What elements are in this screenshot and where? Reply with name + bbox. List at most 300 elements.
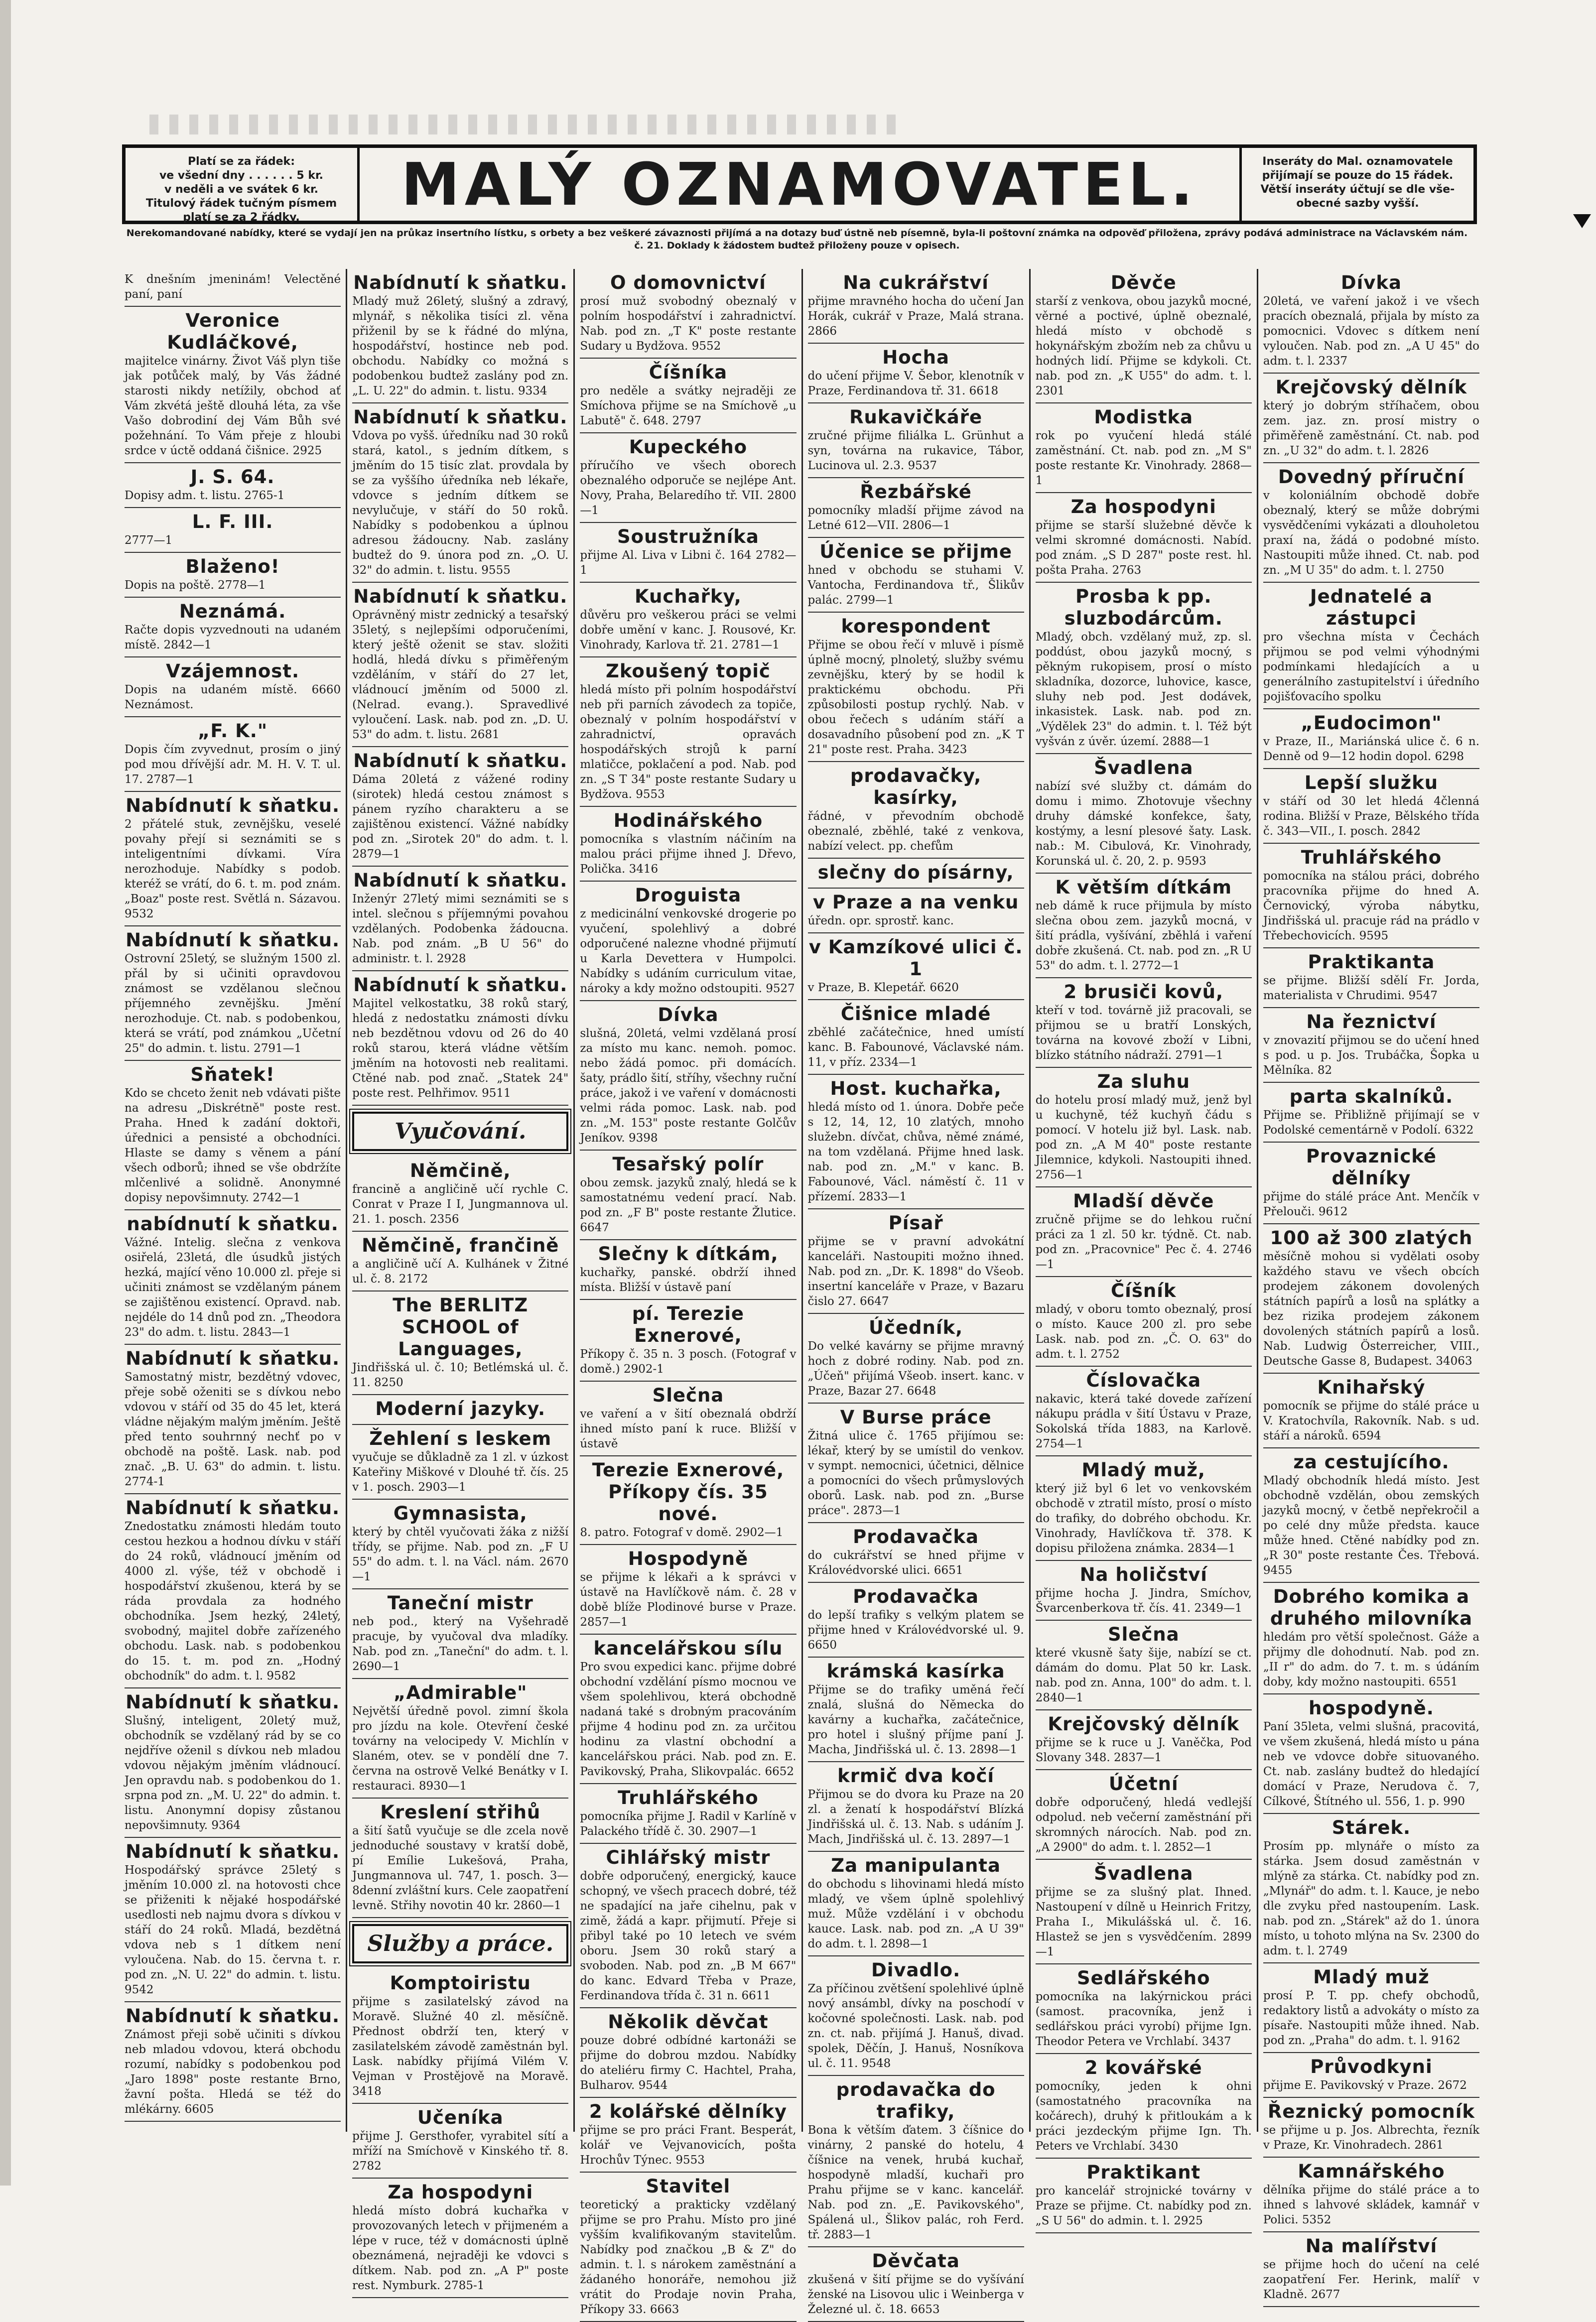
ad-text: 2 přátelé stuk, zevnějšku, veselé povahy přejí si seznámiti se s inteligentními dívkami. Víra nerozhoduje. Nabídky s podob. kteréž se vrátí, do 6. t. m. pod znám. „Boaz" poste rest. Světlá n. Sázavou. 9532 — [125, 818, 341, 920]
ad-text: přijme hocha J. Jindra, Smíchov, Švarcenberkova tř. čís. 41. 2349—1 — [1035, 1587, 1252, 1615]
ad-heading: Mladší děvče — [1073, 1190, 1214, 1212]
ad-text: teoretický a prakticky vzdělaný přijme se pro Prahu. Místo pro jiné vyšším kvalifikovaným stavitelům. Nabídky pod značkou „B & Z" do admin. t. l. s nárokem zaměstnání a žádaného honoráře, nemohou již vrátit do Prodaje novin Praha, Příkopy 33. 6663 — [580, 2198, 797, 2316]
classified-ad — [352, 1291, 568, 1395]
ad-text: vyučuje se důkladně za 1 zl. v úzkost Kateřiny Miškové v Dlouhé tř. čís. 25 v 1. posch. 2903—1 — [352, 1451, 569, 1494]
ad-text: Přijme se. Přibližně přijímají se v Podolské cementárně v Podolí. 6322 — [1263, 1109, 1480, 1137]
ad-text: do cukrářství se hned přijme v Královédvorské ulici. 6651 — [807, 1549, 1024, 1577]
column-3 — [575, 269, 802, 2316]
classified-ad — [580, 657, 796, 807]
page-title: MALÝ OZNAMOVATEL. — [401, 150, 1198, 219]
classified-ad — [808, 2247, 1024, 2322]
ad-text: do lepší trafiky s velkým platem se přijme hned v Královédvorské ul. 9. 6650 — [807, 1609, 1024, 1652]
ad-text: Oprávněný mistr zednický a tesařský 35letý, s nejlepšími odporučeními, který ještě oženit se stav. složiti hodlá, hledá dívku s přiměřeným vzděláním, v stáří do 27 let, vládnoucí jměním od 5000 zl. (Nelrad. evang.). Spravedlivé vyloučení. Lask. nab. pod zn. „D. U. 53" do adm. t. listu. 2681 — [352, 609, 569, 741]
ad-text: Za příčinou zvětšení spolehlivé úplně nový ansámbl, dívky na poschodí v kočovné společnosti. Lask. nab. pod zn. ct. nab. přijímá J. Hanuš, divad. spolek, Děčín, J. Hanuš, Nosníkova ul. č. 11. 9548 — [807, 1982, 1024, 2070]
ad-heading: Blaženo! — [185, 556, 280, 577]
ad-text: francině a angličině učí rychle C. Conrat v Praze I I, Jungmannova ul. 21. 1. posch. 2356 — [352, 1183, 569, 1226]
classified-ad — [1036, 874, 1252, 978]
ad-text: slušná, 20letá, velmi vzdělaná prosí za místo mu kanc. nemoh. pomoc. nebo žádá pomoc. při domácích. šaty, prádlo šití, stříhy, všechny ruční práce, jakož i ve vaření v domácnosti velmi ráda pomoc. Lask. nab. pod zn. „M. 153" poste restante Golčův Jeníkov. 9398 — [580, 1027, 797, 1145]
ad-text: zběhlé začátečnice, hned umístí kanc. B. Fabounové, Václavské nám. 11, v příz. 2334—1 — [807, 1026, 1024, 1069]
ad-text: 20letá, ve vaření jakož i ve všech pracích obeznalá, přijala by místo za pomocnici. Vdovec s dítkem není vyloučen. Nab. pod zn. „A U 45" do adm. t. l. 2337 — [1263, 295, 1480, 368]
classified-ad — [1036, 1860, 1252, 1964]
classified-ad — [352, 2179, 568, 2298]
ad-text: pomocník se přijme do stálé práce u V. Kratochvíla, Rakovník. Nab. s ud. stáří a nároků. 6594 — [1263, 1400, 1480, 1442]
ad-text: přijme se pro práci Frant. Besperát, kolář ve Vejvanovicích, pošta Hrochův Týnec. 9553 — [580, 2124, 797, 2167]
ad-heading: Droguista — [635, 885, 742, 906]
ad-text: pomocníka přijme J. Radil v Karlíně v Palackého třídě č. 30. 2907—1 — [580, 1810, 797, 1838]
classified-ad — [808, 344, 1024, 403]
ad-text: Račte dopis vyzvednouti na udaném místě. 2842—1 — [125, 624, 341, 651]
ad-heading: Komptoiristu — [390, 1972, 531, 1994]
ad-heading: Učeníka — [417, 2107, 504, 2128]
classified-ad — [125, 463, 341, 508]
ad-heading: slečny do písárny, — [817, 862, 1014, 883]
classified-ad — [352, 971, 568, 1106]
classified-ad — [1263, 948, 1479, 1008]
classified-ad — [580, 807, 796, 882]
ad-heading: Dívka — [658, 1004, 719, 1026]
classified-ad — [125, 269, 341, 307]
ad-heading: Host. kuchařka, — [830, 1078, 1002, 1099]
info-line: Inseráty do Mal. oznamovatele — [1262, 155, 1453, 168]
ad-text: Do velké kavárny se přijme mravný hoch z dobré rodiny. Nab. pod zn. „Účeň" přijímá Všeob. insert. kanc. v Praze, Bazar 27. 6648 — [807, 1340, 1024, 1398]
classified-ad — [1263, 769, 1479, 844]
ad-text: pro všechna místa v Čechách přijmou se pod velmi výhodnými podmínkami hledajících a u generálního zastupitelství i úředního pojišťovacího spolku — [1263, 631, 1480, 703]
ad-text: Přijmou se do dvora ku Praze na 20 zl. a ženatí k hospodářství Blízká Jindřišská ul. č. 13. Nab. s udáním J. Mach, Jindřišská ul. č. 13. 2897—1 — [807, 1788, 1024, 1846]
ad-heading: Za hospodyni — [1070, 496, 1216, 517]
classified-ad — [352, 583, 568, 747]
classified-ad — [1036, 978, 1252, 1068]
ad-heading: prodavačky, kasírky, — [850, 765, 982, 808]
info-line: přijímají se pouze do 15 řádek. — [1262, 169, 1454, 182]
ad-heading: Nabídnutí k sňatku. — [126, 1497, 340, 1519]
ad-heading: Kreslení střihů — [380, 1802, 541, 1823]
classified-ad — [580, 359, 796, 433]
classified-ad — [1263, 1143, 1479, 1224]
ad-heading: krmič dva kočí — [837, 1765, 995, 1787]
ad-heading: Slečna — [1107, 1624, 1180, 1645]
info-line: obecné sazby vyšší. — [1296, 197, 1419, 210]
ad-heading: v Praze a na venku — [812, 892, 1019, 913]
classified-ad — [352, 269, 568, 403]
ad-heading: Řeznický pomocník — [1267, 2101, 1475, 2122]
section-heading: Služby a práce. — [352, 1924, 568, 1963]
ad-text: nabízí své služby ct. dámám do domu i mimo. Zhotovuje všechny druhy dámské konfekce, šaty, kostýmy, a lesní plesové šaty. Lask. nab.: M. Cibulová, Kr. Vinohrady, Korunská ul. č. 20, 2. p. 9593 — [1035, 780, 1252, 868]
ad-text: Příkopy č. 35 n. 3 posch. (Fotograf v domě.) 2902-1 — [580, 1348, 797, 1376]
ad-heading: 2 brusiči kovů, — [1064, 981, 1223, 1003]
classified-ad — [580, 1784, 796, 1844]
ad-heading: Veronice Kudláčkové, — [167, 310, 298, 353]
ad-heading: Rukavičkáře — [849, 406, 983, 428]
ad-text: Jindřišská ul. č. 10; Betlémská ul. č. 11. 8250 — [352, 1361, 569, 1389]
classified-ad — [1263, 709, 1479, 769]
ad-text: Dopis na poště. 2778—1 — [125, 579, 266, 592]
ad-text: Hospodářský správce 25letý s jměním 10.000 zl. na hotovosti chce se přiženiti k nějaké hospodářské usedlosti neb najmu dvora s dívkou v stáří do 24 roků. Mladá, bezdětná vdova neb s 1 dítkem není vyloučena. Nab. do 15. června t. r. pod zn. „N. U. 22" do admin. t. listu. 9542 — [125, 1864, 341, 1996]
ad-heading: Knihařský — [1317, 1377, 1426, 1398]
ad-heading: Několik děvčat — [608, 2011, 769, 2033]
ad-text: Dáma 20letá z vážené rodiny (sirotek) hledá cestou známost s pánem ryzího charakteru a se zajištěnou existencí. Vážné nabídky pod zn. „Sirotek 20" do adm. t. l. 2879—1 — [352, 773, 569, 861]
ad-heading: Moderní jazyky. — [375, 1398, 546, 1419]
classified-ad — [125, 1494, 341, 1688]
faint-bleedthrough — [149, 115, 897, 134]
ad-heading: J. S. 64. — [190, 466, 275, 488]
classified-ad — [352, 1232, 568, 1291]
ad-heading: 2 kolářské dělníky — [589, 2101, 788, 2122]
ad-text: přijme se k ruce u J. Vaněčka, Pod Slovany 348. 2837—1 — [1035, 1736, 1252, 1764]
ad-text: který jo dobrým stříhačem, obou zem. jaz. zn. prosí mistry o přiměřeně zaměstnání. Ct. nab. pod zn. „U 32" do adm. t. l. 2826 — [1263, 399, 1480, 457]
classified-ad — [1036, 1187, 1252, 1277]
classified-ad — [352, 1679, 568, 1799]
ad-heading: Nabídnutí k sňatku. — [353, 750, 568, 772]
ad-text: Prosím pp. mlynáře o místo za stárka. Jsem dosud zaměstnán v mlýně za stárka. Ct. nabídky pod zn. „Mlynář" do adm. t. l. Kauce, je nebo dle zvyku před nastoupením. Lask. nab. pod zn. „Stárek" až do 1. února místo, u tohoto mlýna na Sv. 2300 do adm. t. l. 2749 — [1263, 1840, 1480, 1957]
classified-ad — [808, 1523, 1024, 1583]
classified-ad — [1263, 583, 1479, 709]
ad-heading: 2 kovářské — [1084, 2057, 1202, 2078]
ad-text: pomocníky mladší přijme závod na Letné 612—VII. 2806—1 — [807, 504, 1024, 532]
ad-heading: Prodavačka — [853, 1586, 979, 1607]
ad-heading: Taneční mistr — [387, 1592, 533, 1614]
ad-heading: Švadlena — [1094, 757, 1194, 778]
classified-ad — [808, 1583, 1024, 1658]
ad-text: Dopis na udaném místě. 6660 Neznámost. — [125, 683, 341, 711]
classified-ad — [352, 1589, 568, 1679]
classified-ad — [808, 269, 1024, 344]
classified-ad — [580, 1001, 796, 1151]
classified-ad — [125, 1210, 341, 1345]
ad-text: Známost přeji sobě učiniti s dívkou neb mladou vdovou, která obchodu rozumí, nabídky s podobenkou pod „Jaro 1898" poste restante Brno, žavní pošta. Hledá se též do mlékárny. 6605 — [125, 2028, 341, 2116]
ad-heading: The BERLITZ SCHOOL of Languages, — [393, 1294, 529, 1360]
ad-heading: Za hospodyni — [388, 2182, 533, 2203]
ad-heading: Číšník — [1111, 1280, 1177, 1301]
ad-heading: K větším dítkám — [1055, 877, 1232, 898]
ad-text: Vážné. Intelig. slečna z venkova osiřelá, 23letá, dle úsudků jistých hezká, mající věno 10.000 zl. přeje si učiniti známost se vzdělaným pánem se zajištěnou existencí. Opravd. nab. nejdéle do 14 dnů pod zn. „Theodora 23" do adm. t. listu. 2843—1 — [125, 1236, 341, 1339]
ad-text: které vkusně šaty šije, nabízí se ct. dámám do domu. Plat 50 kr. Lask. nab. pod zn. Anna, 100" do adm. t. l. 2840—1 — [1035, 1647, 1252, 1704]
ad-heading: Účedník, — [868, 1317, 963, 1338]
ad-heading: Za sluhu — [1097, 1071, 1190, 1092]
ad-heading: Dobrého komika a druhého milovníka — [1270, 1586, 1473, 1629]
ad-heading: Nabídnutí k sňatku. — [126, 929, 340, 951]
classified-ad — [1263, 1583, 1479, 1694]
ad-heading: Provaznické dělníky — [1306, 1146, 1437, 1189]
classified-ad — [352, 1157, 568, 1232]
ad-text: přijme mravného hocha do učení Jan Horák, cukrář v Praze, Malá strana. 2866 — [807, 295, 1024, 338]
ad-heading: prodavačka do trafiky, — [836, 2079, 996, 2122]
classified-ad — [125, 598, 341, 657]
info-box — [1239, 148, 1473, 221]
classified-ad — [1263, 2053, 1479, 2098]
ad-heading: nabídnutí k sňatku. — [127, 1213, 339, 1235]
ad-heading: Praktikanta — [1308, 951, 1435, 973]
ad-heading: Číšníka — [649, 362, 728, 383]
ad-text: přijme Al. Liva v Libni č. 164 2782—1 — [580, 549, 797, 577]
ad-text: 8. patro. Fotograf v domě. 2902—1 — [580, 1526, 784, 1539]
classified-ad — [352, 1425, 568, 1500]
ad-text: Majitel velkostatku, 38 roků starý, hledá z nedostatku známosti dívku neb bezdětnou vdovu od 26 do 40 roků starou, která vládne větším jměním na hotovosti neb realitami. Ctěné nab. pod znač. „Statek 24" poste rest. Pelhřimov. 9511 — [352, 997, 569, 1100]
ad-text: v znovazití přijmou se do učení hned s pod. u p. Jos. Trubáčka, Šopka u Mělníka. 82 — [1263, 1034, 1480, 1077]
page-edge — [0, 0, 11, 2186]
ad-text: ve vaření a v šití obeznalá obdrží ihned místo paní k ruce. Bližší v ústavě — [580, 1408, 797, 1450]
ad-text: kteří v tod. továrně již pracovali, se přijmou se u bratří Lonských, továrna na kovové zboží v Libni, blízko státního nádraží. 2791—1 — [1035, 1004, 1252, 1062]
classified-ad — [1263, 2232, 1479, 2307]
ad-text: mladý, v oboru tomto obeznalý, prosí o místo. Kauce 200 zl. pro sebe Lask. nab. pod zn. „Č. O. 63" do adm. t. l. 2752 — [1035, 1303, 1252, 1361]
classified-ad — [125, 657, 341, 717]
ad-text: Samostatný mistr, bezdětný vdovec, přeje sobě oženiti se s dívkou nebo vdovou v stáří od 35 do 45 let, která vládne nějakým malým jměním. Ještě před tento souhrnný nechť po v obchodě na poště. Lask. nab. pod znač. „B. U. 63" do admin. t. listu. 2774-1 — [125, 1371, 341, 1488]
ad-text: hned v obchodu se stuhami V. Vantocha, Ferdinandova tř., Šlikův palác. 2799—1 — [807, 564, 1024, 607]
classified-ad — [352, 1969, 568, 2104]
ad-text: se přijme k lékaři a k správci v ústavě na Havlíčkově nám. č. 28 v době blíže Plodinové burse v Praze. 2857—1 — [580, 1571, 797, 1629]
ad-text: Dopis čím zvyvednut, prosím o jiný pod mou dřívější adr. M. H. V. T. ul. 17. 2787—1 — [125, 743, 341, 786]
ad-text: pomocníka s vlastním náčiním na malou práci přijme ihned J. Dřevo, Polička. 3416 — [580, 833, 797, 876]
ad-heading: Hocha — [882, 347, 949, 368]
ad-heading: Děvče — [1110, 272, 1177, 293]
price-line: platí se za 2 řádky. — [183, 211, 300, 224]
classified-ad — [1036, 2159, 1252, 2233]
ad-heading: Cihlářský mistr — [606, 1847, 771, 1868]
classified-ad — [1263, 1374, 1479, 1448]
classified-ad — [808, 1658, 1024, 1762]
classified-ad — [808, 403, 1024, 478]
ad-text: řádné, v převodním obchodě obeznalé, zběhlé, také z venkova, nabízí velect. pp. chefům — [807, 810, 1024, 853]
column-5 — [1031, 269, 1258, 2227]
classified-ad — [808, 1209, 1024, 1314]
ad-text: přijme se v pravní advokátní kanceláři. Nastoupiti možno ihned. Nab. pod zn. „Dr. K. 1898" do Všeob. insertní kanceláře v Praze, v Bazaru čislo 27. 6647 — [807, 1235, 1024, 1308]
ad-text: K dnešním jmeninám! Velectěné paní, paní — [125, 273, 341, 301]
classified-ad — [1263, 1694, 1479, 1814]
classified-ad — [808, 1762, 1024, 1852]
ad-heading: Nabídnutí k sňatku. — [353, 406, 568, 428]
price-line: Platí se za řádek: — [187, 155, 295, 168]
classified-ad — [1263, 1008, 1479, 1083]
ad-text: hledá místo při polním hospodářství neb při parních závodech za topiče, obeznalý v polním hospodářství v zahradnictví, opravách hospodářských strojů k parní mlatičce, poklačení a pod. Nab. pod zn. „S T 34" poste restante Sudary u Bydžova. 9553 — [580, 683, 797, 801]
ad-text: Dopisy adm. t. listu. 2765-1 — [125, 489, 285, 502]
ad-heading: Prosba k pp. sluzbodárcům. — [1064, 586, 1223, 629]
classified-ad — [808, 859, 1024, 889]
ad-heading: Kamnářského — [1298, 2161, 1445, 2182]
ad-heading: Nabídnutí k sňatku. — [126, 1691, 340, 1713]
classified-ad — [580, 882, 796, 1001]
ad-text: Největší úředně povol. zimní škola pro jízdu na kole. Otevření české továrny na velocipedy V. Michlín v Slaném, otev. se v pondělí dne 7. června na ostrově Velké Benátky v I. restauraci. 8930—1 — [352, 1705, 569, 1793]
ad-heading: Neznámá. — [179, 601, 286, 622]
classified-ad — [580, 433, 796, 523]
ad-heading: „Admirable" — [394, 1682, 528, 1703]
ad-text: v stáří od 30 let hledá 4členná rodina. Bližší v Praze, Bělského třída č. 343—VII., I. posch. 2842 — [1263, 795, 1480, 838]
classified-ad — [580, 1300, 796, 1382]
ad-text: zkušená v šití přijme se do vyšívání ženské na Lisovou ulic i Weinberga v Železné ul. č. 18. 6653 — [807, 2273, 1024, 2316]
classified-ad — [808, 1852, 1024, 1956]
ad-heading: hospodyně. — [1309, 1697, 1434, 1719]
classified-ad — [125, 717, 341, 792]
ad-heading: Soustružníka — [617, 526, 759, 547]
ad-text: pro kancelář strojnické továrny v Praze se přijme. Ct. nabídky pod zn. „S U 56" do admin. t. l. 2925 — [1035, 2185, 1252, 2227]
ad-heading: Na cukrářství — [843, 272, 989, 293]
ad-heading: Mladý muž, — [1081, 1459, 1205, 1481]
ad-text: Přijme se do trafiky uměná řečí znalá, slušná do Německa do kavárny a kuchařka, začátečnice, pro hotel i slušný příjme paní J. Macha, Jindřišská ul. č. 13. 2898—1 — [807, 1683, 1024, 1756]
classified-ad — [808, 762, 1024, 859]
ad-text: pomocníka na stálou práci, dobrého pracovníka přijme do hned A. Černovický, výroba nábytku, Jindřišská ul. pracuje rád na prádlo v Třebechovicích. 9595 — [1263, 870, 1480, 942]
classified-ad — [580, 269, 796, 359]
ad-heading: Účenice se přijme — [819, 541, 1012, 562]
classified-ad — [808, 613, 1024, 762]
ad-heading: Tesařský polír — [612, 1154, 764, 1175]
classified-ad — [580, 2173, 796, 2322]
ad-text: v Praze, B. Klepetář. 6620 — [807, 981, 959, 994]
ad-text: který by chtěl vyučovati žáka z nižší třídy, se přijme. Nab. pod zn. „F U 55" do adm. t. l. na Václ. nám. 2670—1 — [352, 1526, 569, 1583]
classified-ad — [1263, 1083, 1479, 1143]
ad-text: pomocníky, jeden k ohni (samostatného pracovníka na kočárech), druhý k přitloukám a k práci jezdeckým přijme Ign. Th. Peters ve Vrchlabí. 3430 — [1035, 2080, 1252, 2153]
ad-heading: Nabídnutí k sňatku. — [126, 1841, 340, 1862]
ad-heading: Truhlářského — [618, 1787, 759, 1808]
classified-ad — [1263, 2098, 1479, 2158]
classified-ad — [125, 792, 341, 926]
ad-text: se přijme hoch do učení na celé zaopatření Fer. Herink, malíř v Kladně. 2677 — [1263, 2258, 1480, 2301]
ad-text: hledá místo od 1. února. Dobře peče s 12, 14, 12, 10 zlatých, mnoho služebn. dívčat, chůva, němé známé, na tom vzdělaná. Přijme hned lask. nab. pod zn. „M." v kanc. B. Fabounové, Václ. náměstí č. 11 v přízemí. 2833—1 — [807, 1101, 1024, 1203]
ad-text: prosí muž svobodný obeznalý v polním hospodářství i zahradnictví. Nab. pod zn. „T K" poste restante Sudary u Bydžova. 9552 — [580, 295, 797, 353]
classified-ad — [1036, 1277, 1252, 1367]
ad-heading: Modistka — [1094, 406, 1194, 428]
ad-text: Přijme se obou řečí v mluvě i písmě úplně mocný, plnoletý, služby svému zevnějšku, který by se hodil k praktickému obchodu. Při způsobilosti postup rychlý. Nab. v obou řečech s udáním stáří a dosavadního působení pod zn. „K T 21" poste rest. Praha. 3423 — [807, 639, 1024, 756]
classified-ad — [808, 478, 1024, 538]
ad-heading: Nabídnutí k sňatku. — [126, 1348, 340, 1369]
ad-text: zručné přijme filiálka L. Grünhut a syn, továrna na rukavice, Tábor, Lucinova ul. 2.3. 9537 — [807, 429, 1024, 472]
classified-ad — [1263, 374, 1479, 463]
ad-heading: Němčině, frančině — [362, 1235, 559, 1256]
ad-heading: Na holičství — [1079, 1564, 1207, 1585]
ad-text: a šití šatů vyučuje se dle zcela nově jednoduché soustavy v kratší době, pí Emílie Lukešová, Praha, Jungmannova ul. 747, 1. posch. 3—8denní zvláštní kurs. Cele zaopatření levně. Střihy novotin 40 kr. 2860—1 — [352, 1824, 569, 1912]
ad-text: z medicinální venkovské drogerie po vyučení, spolehlivý a dobré odporučené nalezne vhodné přijmutí u Karla Devettera v Humpolci. Nabídky s udáním curriculum vitae, nároky a kdy možno odstoupiti. 9527 — [580, 907, 797, 995]
column-6 — [1258, 269, 1484, 2301]
classified-ad — [808, 2076, 1024, 2247]
classified-ad — [808, 1314, 1024, 1404]
ad-text: hledá místo dobrá kuchařka v provozovaných letech v přijmeném a lépe v ruce, též v domácnosti úplně obeznámená, nejraději ke vdovci s dítkem. Nab. pod zn. „A P" poste rest. Nymburk. 2785-1 — [352, 2204, 569, 2292]
ad-heading: Účetní — [1108, 1773, 1179, 1795]
classified-ad — [580, 1456, 796, 1545]
ad-text: příručího ve všech oborech obeznalého odporuče se nejlépe Ant. Novy, Praha, Belaredího tř. VII. 2800—1 — [580, 459, 797, 517]
ad-heading: Dívka — [1340, 272, 1402, 293]
ad-heading: Kuchařky, — [635, 586, 742, 607]
ad-heading: V Burse práce — [840, 1407, 992, 1428]
classified-ad — [125, 1061, 341, 1210]
ad-heading: Písař — [888, 1212, 943, 1234]
ad-text: Znedostatku známosti hledám touto cestou hezkou a hodnou dívku v stáří do 24 roků, vládnoucí jměním od 4000 zl. výše, též v obchodě i hospodářství zkušenou, která by se ráda provdala za hodného obchodníka. Jsem hezký, 24letý, svobodný, majitel dobře zařízeného obchodu. Lask. nab. s podobenkou do 15. t. m. pod zn. „Hodný obchodník" do adm. t. l. 9582 — [125, 1520, 341, 1682]
classified-ad — [1036, 493, 1252, 583]
column-1 — [120, 269, 347, 2132]
notice-line: Nerekomandované nabídky, které se vydají jen na průkaz insertního lístku, s orbety a bez veškeré závaznosti přijímá a na dotazy buď ústně neb písemně, byla-li poštovní známka na odpověď přiložena, zprávy podává administrace na Václavském nám. č. 21. Doklady k žádostem budtež přiloženy pouze v opisech. — [126, 228, 1468, 251]
ad-heading: Děvčata — [872, 2250, 960, 2272]
ad-heading: Stárek. — [1331, 1817, 1411, 1838]
classified-ad — [1263, 844, 1479, 948]
ad-text: 2777—1 — [125, 534, 173, 547]
ad-heading: Krejčovský dělník — [1048, 1713, 1240, 1735]
ad-columns — [120, 269, 1484, 2316]
ad-text: obou zemsk. jazyků znalý, hledá se k samostatnému vedení prací. Nab. pod zn. „F B" poste restante Žlutice. 6647 — [580, 1176, 797, 1234]
ad-text: do hotelu prosí mladý muž, jenž byl u kuchyně, též kuchyň čádu s pomocí. V hotelu již byl. Lask. nab. pod zn. „A M 40" poste restante Jilemnice, kdykoli. Nastoupiti ihned. 2756—1 — [1035, 1094, 1252, 1181]
ad-heading: Jednatelé a zástupci — [1310, 586, 1433, 629]
classified-ad — [352, 1799, 568, 1918]
classified-ad — [808, 1404, 1024, 1523]
classified-ad — [1036, 1770, 1252, 1860]
classified-ad — [1263, 2158, 1479, 2232]
ad-text: neb dámě k ruce přijmula by místo slečna obou zem. jazyků mocná, v šití prádla, vyšívání, zběhlá i vaření dobře zkušená. Ct. nab. pod zn. „R U 53" do adm. t. l. 2772—1 — [1035, 900, 1252, 972]
classified-ad — [808, 1000, 1024, 1075]
ad-heading: „Eudocimon" — [1301, 712, 1442, 734]
info-line: Větší inseráty účtují se dle vše- — [1260, 183, 1455, 196]
ad-heading: Švadlena — [1094, 1863, 1194, 1884]
ad-heading: Kupeckého — [629, 436, 748, 458]
ad-heading: Nabídnutí k sňatku. — [126, 795, 340, 816]
ad-heading: Slečny k dítkám, — [598, 1243, 779, 1265]
ad-text: v koloniálním obchodě dobře obeznalý, který se může dobrými vysvědčeními vykázati a dlouholetou praxí na, žádá o podobné místo. Nastoupiti může ihned. Ct. nab. pod zn. „M U 35" do adm. t. l. 2750 — [1263, 489, 1480, 577]
ad-heading: Mladý muž — [1313, 1966, 1430, 1988]
classified-ad — [1036, 1621, 1252, 1710]
ad-text: do učení přijme V. Šebor, klenotník v Praze, Ferdinandova tř. 31. 6618 — [807, 370, 1024, 397]
column-2 — [347, 269, 575, 2292]
ad-heading: pí. Terezie Exnerové, — [632, 1303, 745, 1346]
ad-heading: Na malířství — [1305, 2235, 1438, 2257]
ad-heading: Průvodkyni — [1310, 2056, 1433, 2077]
classified-ad — [352, 403, 568, 583]
ad-text: Mladý obchodník hledá místo. Jest obchodně vzdělán, obou zemských jazyků mocný, v četbě nepřekročil a po celé dny může předsta. kauce může hned. Ctěné nabídky pod zn. „R 30" poste restante Čes. Třebová. 9455 — [1263, 1474, 1480, 1577]
classified-ad — [580, 1635, 796, 1784]
price-line: v neděli a ve svátek 6 kr. — [164, 183, 319, 196]
classified-ad — [125, 1688, 341, 1838]
ad-heading: Nabídnutí k sňatku. — [353, 586, 568, 607]
ad-heading: Vzájemnost. — [166, 660, 300, 682]
ad-text: Paní 35leta, velmi slušná, pracovitá, ve všem zkušená, hledá místo u pána neb ve vdovce dobře situovaného. Ct. nab. zaslány budtež do hledající domácí v Praze, Nerudova č. 7, Cílkové, Štítného ul. 556, 1. p. 990 — [1263, 1720, 1480, 1808]
ad-heading: Za manipulanta — [831, 1855, 1001, 1876]
ad-heading: Nabídnutí k sňatku. — [126, 2005, 340, 2027]
ad-heading: O domovnictví — [610, 272, 766, 293]
classified-ad — [580, 1151, 796, 1240]
ad-text: Žitná ulice č. 1765 přijímou se: lékař, který by se umístil do venkov. v sympt. nemocnici, účetnici, dělnice a pomocníci do všech průmyslových oborů. Lask. nab. pod zn. „Burse práce". 2873—1 — [807, 1429, 1024, 1517]
price-line: Titulový řádek tučným písmem — [145, 197, 337, 210]
ad-text: v Praze, II., Mariánská ulice č. 6 n. Denně od 9—12 hodin dopol. 6298 — [1263, 735, 1480, 763]
ad-text: Kdo se chceto ženit neb vdávati pište na adresu „Diskrétně" poste rest. Praha. Hned k zadání doktoři, úřednici a pensisté a obchodníci. Hlaste se damy s věnem a pání všech odborů; ihned se vše obdržíte mlčenlivé a solidně. Anonymné dopisy nepovšimnuty. 2742—1 — [125, 1087, 341, 1204]
price-box — [126, 148, 360, 224]
ad-heading: Stavitel — [646, 2176, 731, 2197]
ad-text: přijme se za slušný plat. Ihned. Nastoupení v dílně u Heinrich Fritzy, Praha I., Mikulášská ul. č. 16. Hlastež se jen s vysvědčením. 2899—1 — [1035, 1886, 1252, 1958]
classified-ad — [580, 583, 796, 657]
ad-heading: Nabídnutí k sňatku. — [353, 272, 568, 293]
classified-ad — [580, 2098, 796, 2173]
ad-heading: Hodinářského — [613, 810, 763, 831]
classified-ad — [125, 553, 341, 598]
section-heading: Vyučování. — [352, 1112, 568, 1151]
ad-heading: Na řeznictví — [1306, 1011, 1437, 1032]
ad-text: zručně přijme se do lehkou ruční práci za 1 zl. 50 kr. týdně. Ct. nab. pod zn. „Pracovnice" Pec č. 4. 2746—1 — [1035, 1213, 1252, 1271]
classified-ad — [808, 1075, 1024, 1209]
ad-text: Vdova po vyšš. úředníku nad 30 roků stará, katol., s jedním dítkem, s jměním do 15 tisíc zlat. provdala by se za vyššího úředníka neb lékaře, vdovce s jedním dítkem se nevylučuje, v stáří do 50 roků. Nabídky s podobenkou a úplnou adresou žádoucny. Nab. zaslány budtež do 9. února pod zn. „O. U. 32" do admin. t. listu. 9555 — [352, 429, 569, 577]
ad-text: a angličině učí A. Kulhánek v Žitné ul. č. 8. 2172 — [352, 1258, 569, 1286]
classified-ad — [125, 1345, 341, 1494]
ad-text: prosí P. T. pp. chefy obchodů, redaktory listů a advokáty o místo za písaře. Nastoupiti může ihned. Nab. pod zn. „Praha" do adm. t. l. 9162 — [1263, 1989, 1480, 2047]
ad-text: důvěru pro veškerou práci se velmi dobře umění v kanc. J. Rousové, Kr. Vinohrady, Karlova tř. 21. 2781—1 — [580, 609, 797, 651]
ad-heading: „F. K." — [198, 720, 268, 742]
ad-text: pomocníka na lakýrnickou práci (samost. pracovníka, jenž i sedlářskou práci vyrobí) přijme Ign. Theodor Petera ve Vrchlabí. 3437 — [1035, 1990, 1252, 2048]
ad-text: dobře odporučený, energický, kauce schopný, ve všech pracech dobré, též ne spadající na jaře cihelnu, pak v zimě, žádá a kapr. přijmutí. Přeje si přibyl také po 10 letech ve svém oboru. Jsem 30 roků starý a svoboden. Nab. pod zn. „B M 667" do kanc. Edvard Třeba v Praze, Ferdinandova třída č. 31 n. 6611 — [580, 1870, 797, 2002]
classified-ad — [1036, 2054, 1252, 2159]
ad-text: nakavic, která také dovede zařízení nákupu prádla v šití Ústavu v Praze, Sokolská třída 1883, na Karlově. 2754—1 — [1035, 1393, 1252, 1450]
ad-heading: krámská kasírka — [826, 1661, 1005, 1682]
ad-heading: Číslovačka — [1086, 1370, 1201, 1391]
ad-heading: Prodavačka — [853, 1526, 979, 1548]
classified-ad — [125, 1838, 341, 2002]
classified-ad — [352, 867, 568, 971]
classified-ad — [580, 523, 796, 583]
classified-ad — [125, 926, 341, 1061]
ad-text: majitelce vinárny. Život Váš plyn tiše jak potůček malý, by Vás žádné starosti nikdy netížily, obchod ať Vám zkvétá ještě dlouhá léta, za vše Vašo dobrodiní dej Vám Bůh své požehnání. To Vám přeje z hloubi srdce v úctě oddaná čišnice. 2925 — [125, 355, 341, 457]
ad-text: neb pod., který na Vyšehradě pracuje, by vyučoval dva mladíky. Nab. pod zn. „Taneční" do adm. t. l. 2690—1 — [352, 1615, 569, 1673]
ad-heading: Žehlení s leskem — [369, 1428, 552, 1449]
ad-heading: Truhlářského — [1301, 847, 1442, 868]
